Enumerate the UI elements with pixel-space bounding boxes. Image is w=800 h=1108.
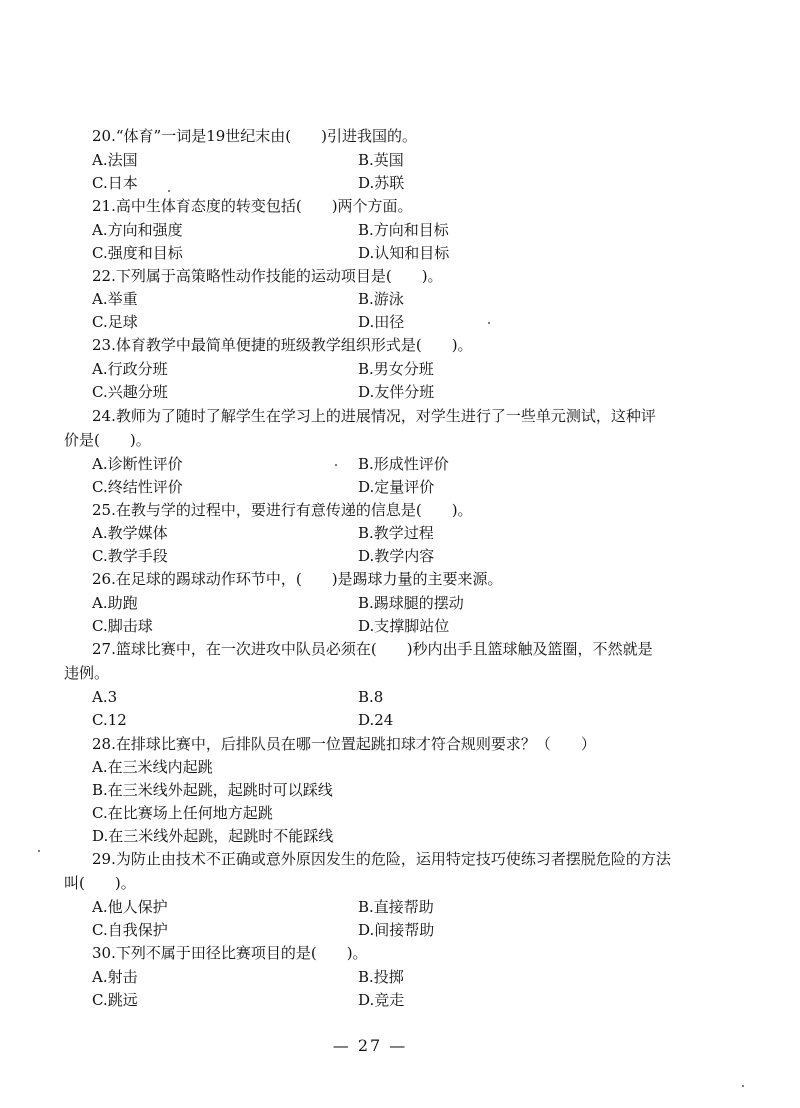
- question-22-option-a: A.举重: [92, 290, 138, 308]
- question-28-option-a: A.在三米线内起跳: [92, 758, 213, 776]
- scan-speck: [335, 464, 337, 466]
- question-24-stem: [64, 405, 704, 452]
- question-26-option-d: D.支撑脚站位: [358, 617, 450, 635]
- page-number: — 27 —: [332, 1036, 408, 1055]
- question-29-option-b: B.直接帮助: [358, 898, 434, 916]
- question-25-option-c: C.教学手段: [92, 547, 168, 565]
- question-25-option-b: B.教学过程: [358, 524, 434, 542]
- question-24-option-b: B.形成性评价: [358, 455, 449, 473]
- question-20-option-b: B.英国: [358, 151, 404, 169]
- question-27-option-c: C.12: [92, 711, 127, 729]
- question-22-stem: 22.下列属于高策略性动作技能的运动项目是( )。: [92, 267, 443, 285]
- question-23-stem: 23.体育教学中最简单便捷的班级教学组织形式是( )。: [92, 336, 473, 354]
- question-29-stem-line-2: 叫( )。: [64, 873, 136, 892]
- question-23-option-b: B.男女分班: [358, 360, 434, 378]
- question-28-option-d: D.在三米线外起跳，起跳时不能踩线: [92, 827, 334, 845]
- question-30-option-b: B.投掷: [358, 968, 404, 986]
- scan-speck: [742, 1085, 744, 1087]
- question-22-option-d: D.田径: [358, 313, 405, 331]
- question-25-option-a: A.教学媒体: [92, 524, 168, 542]
- question-29-stem-line-1: 29.为防止由技术不正确或意外原因发生的危险，运用特定技巧使练习者摆脱危险的方法: [92, 850, 671, 868]
- question-20-option-a: A.法国: [92, 151, 138, 169]
- question-27-option-d: D.24: [358, 711, 394, 729]
- question-24-stem-line-2: 价是( )。: [64, 430, 151, 449]
- question-20-option-d: D.苏联: [358, 174, 405, 192]
- question-23-option-a: A.行政分班: [92, 360, 168, 378]
- question-30-option-c: C.跳远: [92, 991, 138, 1009]
- question-29-option-c: C.自我保护: [92, 921, 168, 939]
- question-26-option-c: C.脚击球: [92, 617, 153, 635]
- question-27-stem: [64, 638, 704, 685]
- question-21-stem: 21.高中生体育态度的转变包括( )两个方面。: [92, 197, 413, 215]
- question-29-option-d: D.间接帮助: [358, 921, 435, 939]
- question-30-stem: 30.下列不属于田径比赛项目的是( )。: [92, 944, 368, 962]
- question-24-option-c: C.终结性评价: [92, 478, 183, 496]
- scan-speck: [38, 850, 40, 852]
- question-26-option-a: A.助跑: [92, 594, 138, 612]
- question-28-option-b: B.在三米线外起跳，起跳时可以踩线: [92, 781, 333, 799]
- question-28-option-c: C.在比赛场上任何地方起跳: [92, 804, 273, 822]
- scan-speck: [488, 322, 490, 324]
- question-27-option-b: B.8: [358, 688, 384, 706]
- question-21-option-b: B.方向和目标: [358, 221, 449, 239]
- question-27-stem-line-2: 违例。: [64, 663, 110, 682]
- question-27-option-a: A.3: [92, 688, 118, 706]
- question-26-stem: 26.在足球的踢球动作环节中，( )是踢球力量的主要来源。: [92, 570, 503, 588]
- question-30-option-d: D.竞走: [358, 991, 405, 1009]
- question-30-option-a: A.射击: [92, 968, 138, 986]
- question-28-stem: 28.在排球比赛中，后排队员在哪一位置起跳扣球才符合规则要求？（ ）: [92, 735, 596, 753]
- question-29-option-a: A.他人保护: [92, 898, 168, 916]
- question-29-stem: [64, 848, 704, 895]
- question-21-option-c: C.强度和目标: [92, 244, 183, 262]
- question-22-option-b: B.游泳: [358, 290, 404, 308]
- question-25-stem: 25.在教与学的过程中，要进行有意传递的信息是( )。: [92, 501, 473, 519]
- question-24-option-a: A.诊断性评价: [92, 455, 183, 473]
- scan-speck: [168, 190, 170, 192]
- question-24-option-d: D.定量评价: [358, 478, 435, 496]
- question-23-option-c: C.兴趣分班: [92, 383, 168, 401]
- question-23-option-d: D.友伴分班: [358, 383, 435, 401]
- question-20-option-c: C.日本: [92, 174, 138, 192]
- question-27-stem-line-1: 27.篮球比赛中，在一次进攻中队员必须在( )秒内出手且篮球触及篮圈，不然就是: [92, 640, 653, 658]
- question-21-option-a: A.方向和强度: [92, 221, 183, 239]
- question-26-option-b: B.踢球腿的摆动: [358, 594, 464, 612]
- question-22-option-c: C.足球: [92, 313, 138, 331]
- question-24-stem-line-1: 24.教师为了随时了解学生在学习上的进展情况，对学生进行了一些单元测试，这种评: [92, 407, 656, 425]
- question-21-option-d: D.认知和目标: [358, 244, 450, 262]
- question-25-option-d: D.教学内容: [358, 547, 435, 565]
- question-20-stem: 20.“体育”一词是19世纪末由( )引进我国的。: [92, 127, 417, 145]
